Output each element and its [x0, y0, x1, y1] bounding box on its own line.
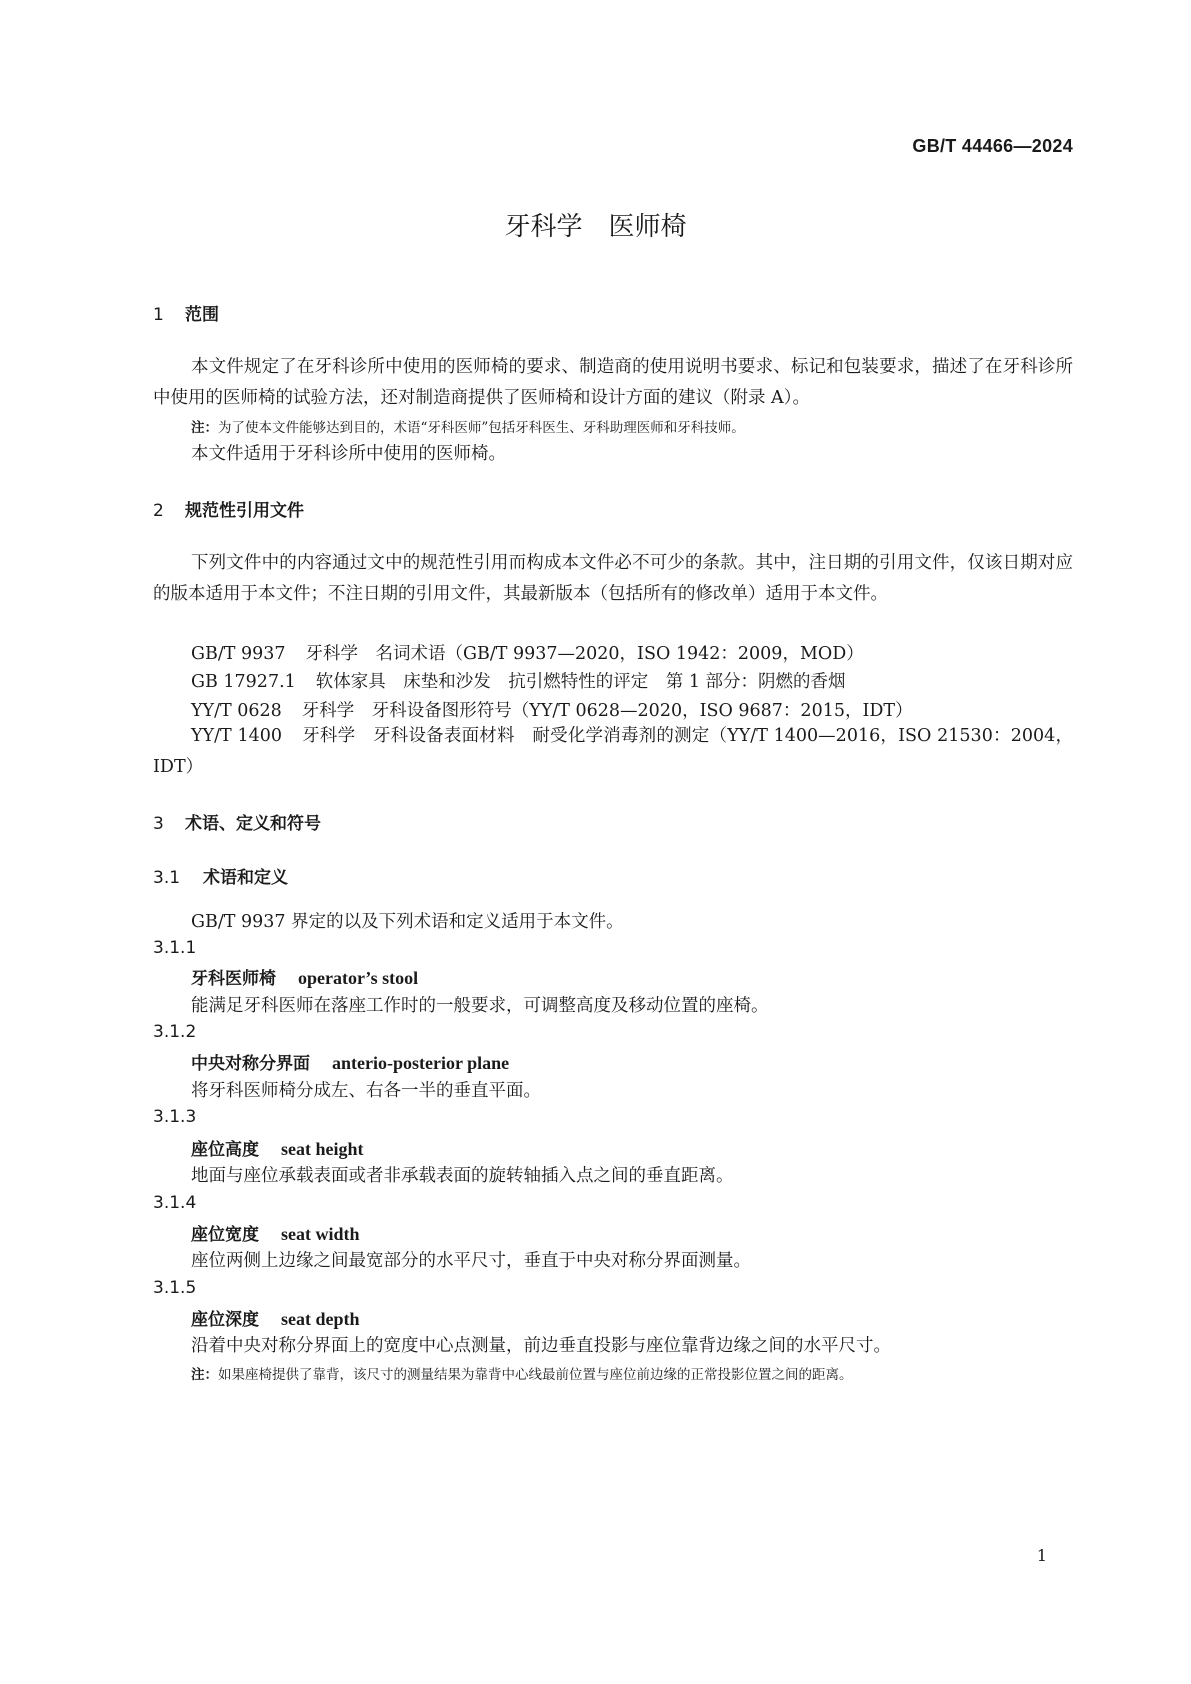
- term-heading: [191, 1135, 364, 1160]
- section-title: 范围: [185, 305, 219, 325]
- scope-paragraph: 本文件规定了在牙科诊所中使用的医师椅的要求、制造商的使用说明书要求、标记和包装要求，描述了在牙科诊所中使用的医师椅的试验方法，还对制造商提供了医师椅和设计方面的建议（附录 A）。: [153, 357, 1073, 408]
- term-heading: [191, 964, 418, 989]
- standard-code: GB/T 44466—2024: [912, 136, 1073, 156]
- term-number: 3.1.2: [153, 1022, 197, 1042]
- term-heading: [191, 1220, 360, 1245]
- reference-title: 牙科学 牙科设备表面材料 耐受化学消毒剂的测定（YY/T 1400—2016，ISO 21530：2004，IDT）: [153, 726, 1073, 777]
- section-number: 1: [153, 305, 164, 325]
- term-definition: 将牙科医师椅分成左、右各一半的垂直平面。: [191, 1081, 541, 1101]
- term-definition: 沿着中央对称分界面上的宽度中心点测量，前边垂直投影与座位靠背边缘之间的水平尺寸。: [191, 1336, 891, 1356]
- section-title: 规范性引用文件: [185, 501, 304, 521]
- term-number: 3.1.3: [153, 1107, 197, 1127]
- section-title: 术语、定义和符号: [185, 814, 321, 834]
- term-english: seat height: [281, 1139, 364, 1159]
- subsection-number: 3.1: [153, 868, 181, 888]
- term-number: 3.1.5: [153, 1278, 197, 1298]
- reference-item: [153, 721, 1073, 783]
- note-text: 如果座椅提供了靠背，该尺寸的测量结果为靠背中心线最前位置与座位前边缘的正常投影位置之间的距离。: [218, 1367, 853, 1383]
- term-note: [191, 1363, 853, 1383]
- section-number: 2: [153, 501, 164, 521]
- reference-title: 牙科学 牙科设备图形符号（YY/T 0628—2020，ISO 9687：2015，IDT）: [301, 701, 913, 721]
- reference-item: [191, 668, 846, 693]
- subsection-title: 术语和定义: [203, 868, 288, 888]
- note-label: 注：: [191, 420, 218, 436]
- section-number: 3: [153, 814, 164, 834]
- term-chinese: 牙科医师椅: [191, 969, 276, 989]
- reference-code: YY/T 1400: [191, 726, 282, 746]
- reference-title: 牙科学 名词术语（GB/T 9937—2020，ISO 1942：2009，MOD）: [305, 644, 864, 664]
- term-chinese: 座位高度: [191, 1140, 259, 1160]
- term-heading: [191, 1049, 509, 1074]
- term-english: seat width: [281, 1224, 360, 1244]
- term-definition: 能满足牙科医师在落座工作时的一般要求，可调整高度及移动位置的座椅。: [191, 996, 769, 1016]
- reference-item: [191, 697, 913, 722]
- scope-note: [191, 416, 745, 436]
- scope-applicability: 本文件适用于牙科诊所中使用的医师椅。: [191, 444, 506, 464]
- reference-code: YY/T 0628: [191, 701, 282, 721]
- note-text: 为了使本文件能够达到目的，术语“牙科医师”包括牙科医生、牙科助理医师和牙科技师。: [218, 420, 745, 436]
- term-english: seat depth: [281, 1309, 360, 1329]
- terms-intro: GB/T 9937 界定的以及下列术语和定义适用于本文件。: [191, 912, 624, 932]
- page-number: 1: [1036, 1546, 1047, 1565]
- term-heading: [191, 1305, 360, 1330]
- reference-code: GB/T 9937: [191, 644, 286, 664]
- reference-title: 软体家具 床垫和沙发 抗引燃特性的评定 第 1 部分：阴燃的香烟: [315, 672, 846, 692]
- term-definition: 地面与座位承载表面或者非承载表面的旋转轴插入点之间的垂直距离。: [191, 1166, 734, 1186]
- term-english: operator’s stool: [298, 968, 419, 988]
- term-chinese: 中央对称分界面: [191, 1054, 310, 1074]
- document-title: 牙科学 医师椅: [504, 212, 687, 242]
- term-chinese: 座位宽度: [191, 1225, 259, 1245]
- term-english: anterio-posterior plane: [332, 1053, 510, 1073]
- term-number: 3.1.4: [153, 1193, 197, 1213]
- note-label: 注：: [191, 1367, 218, 1383]
- term-number: 3.1.1: [153, 938, 197, 958]
- section-2-heading: [153, 496, 304, 521]
- section-1-heading: [153, 300, 219, 325]
- term-definition: 座位两侧上边缘之间最宽部分的水平尺寸，垂直于中央对称分界面测量。: [191, 1251, 751, 1271]
- term-chinese: 座位深度: [191, 1310, 259, 1330]
- subsection-3-1-heading: [153, 863, 288, 888]
- reference-item: [191, 640, 864, 665]
- section-3-heading: [153, 809, 321, 834]
- normative-refs-paragraph: 下列文件中的内容通过文中的规范性引用而构成本文件必不可少的条款。其中，注日期的引用文件，仅该日期对应的版本适用于本文件；不注日期的引用文件，其最新版本（包括所有的修改单）适用于本文件。: [153, 553, 1073, 604]
- reference-code: GB 17927.1: [191, 672, 296, 692]
